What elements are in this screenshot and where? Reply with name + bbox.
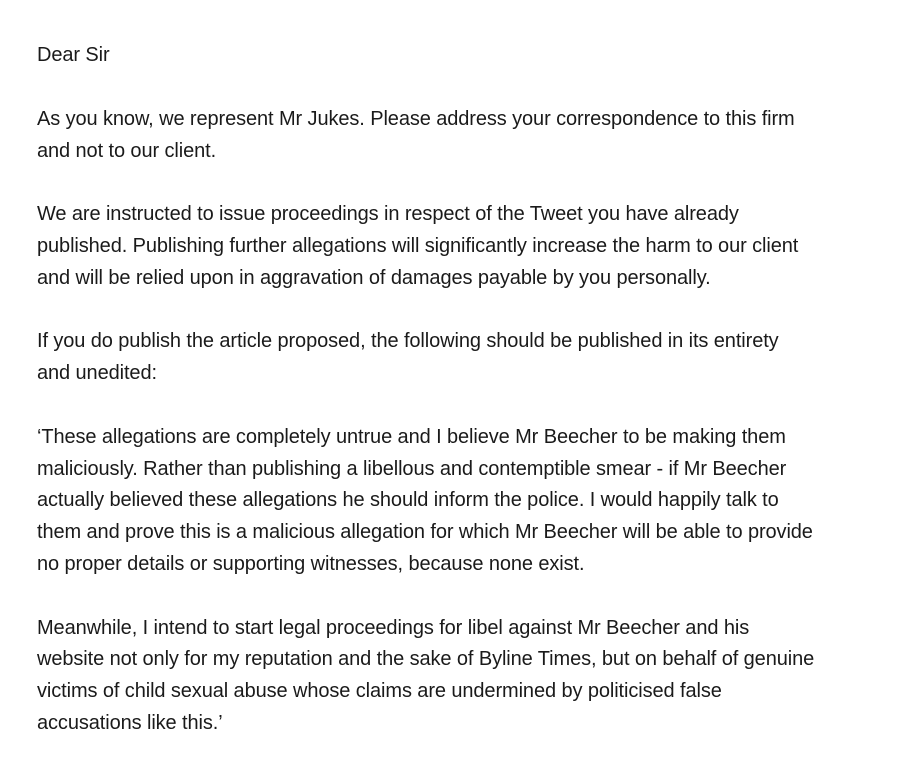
text-line: no proper details or supporting witnesses, because none exist. xyxy=(37,552,585,575)
paragraph-publish-condition xyxy=(37,326,877,390)
text-line: published. Publishing further allegations will significantly increase the harm to our client xyxy=(37,234,799,257)
paragraph-quoted-statement xyxy=(37,422,877,581)
text-line: actually believed these allegations he should inform the police. I would happily talk to xyxy=(37,489,779,512)
paragraph-proceedings xyxy=(37,199,877,294)
paragraph-legal-intent xyxy=(37,613,877,740)
text-line: We are instructed to issue proceedings in respect of the Tweet you have already xyxy=(37,203,739,226)
text-line: If you do publish the article proposed, the following should be published in its entirety xyxy=(37,330,779,353)
text-line: website not only for my reputation and the sake of Byline Times, but on behalf of genuine xyxy=(37,648,815,671)
text-line: accusations like this.’ xyxy=(37,711,223,734)
text-line: victims of child sexual abuse whose claims are undermined by politicised false xyxy=(37,680,722,703)
salutation-line: Dear Sir xyxy=(37,44,110,66)
text-line: and unedited: xyxy=(37,362,157,385)
text-line: and will be relied upon in aggravation of damages payable by you personally. xyxy=(37,266,711,289)
text-line: them and prove this is a malicious allegation for which Mr Beecher will be able to provide xyxy=(37,521,813,544)
salutation xyxy=(37,40,877,72)
text-line: Meanwhile, I intend to start legal proceedings for libel against Mr Beecher and his xyxy=(37,616,750,639)
text-line: As you know, we represent Mr Jukes. Please address your correspondence to this firm xyxy=(37,107,795,130)
text-line: maliciously. Rather than publishing a libellous and contemptible smear - if Mr Beecher xyxy=(37,457,787,480)
letter-body xyxy=(37,40,877,772)
paragraph-representation xyxy=(37,104,877,168)
text-line: and not to our client. xyxy=(37,139,217,162)
text-line: ‘These allegations are completely untrue and I believe Mr Beecher to be making them xyxy=(37,425,786,448)
